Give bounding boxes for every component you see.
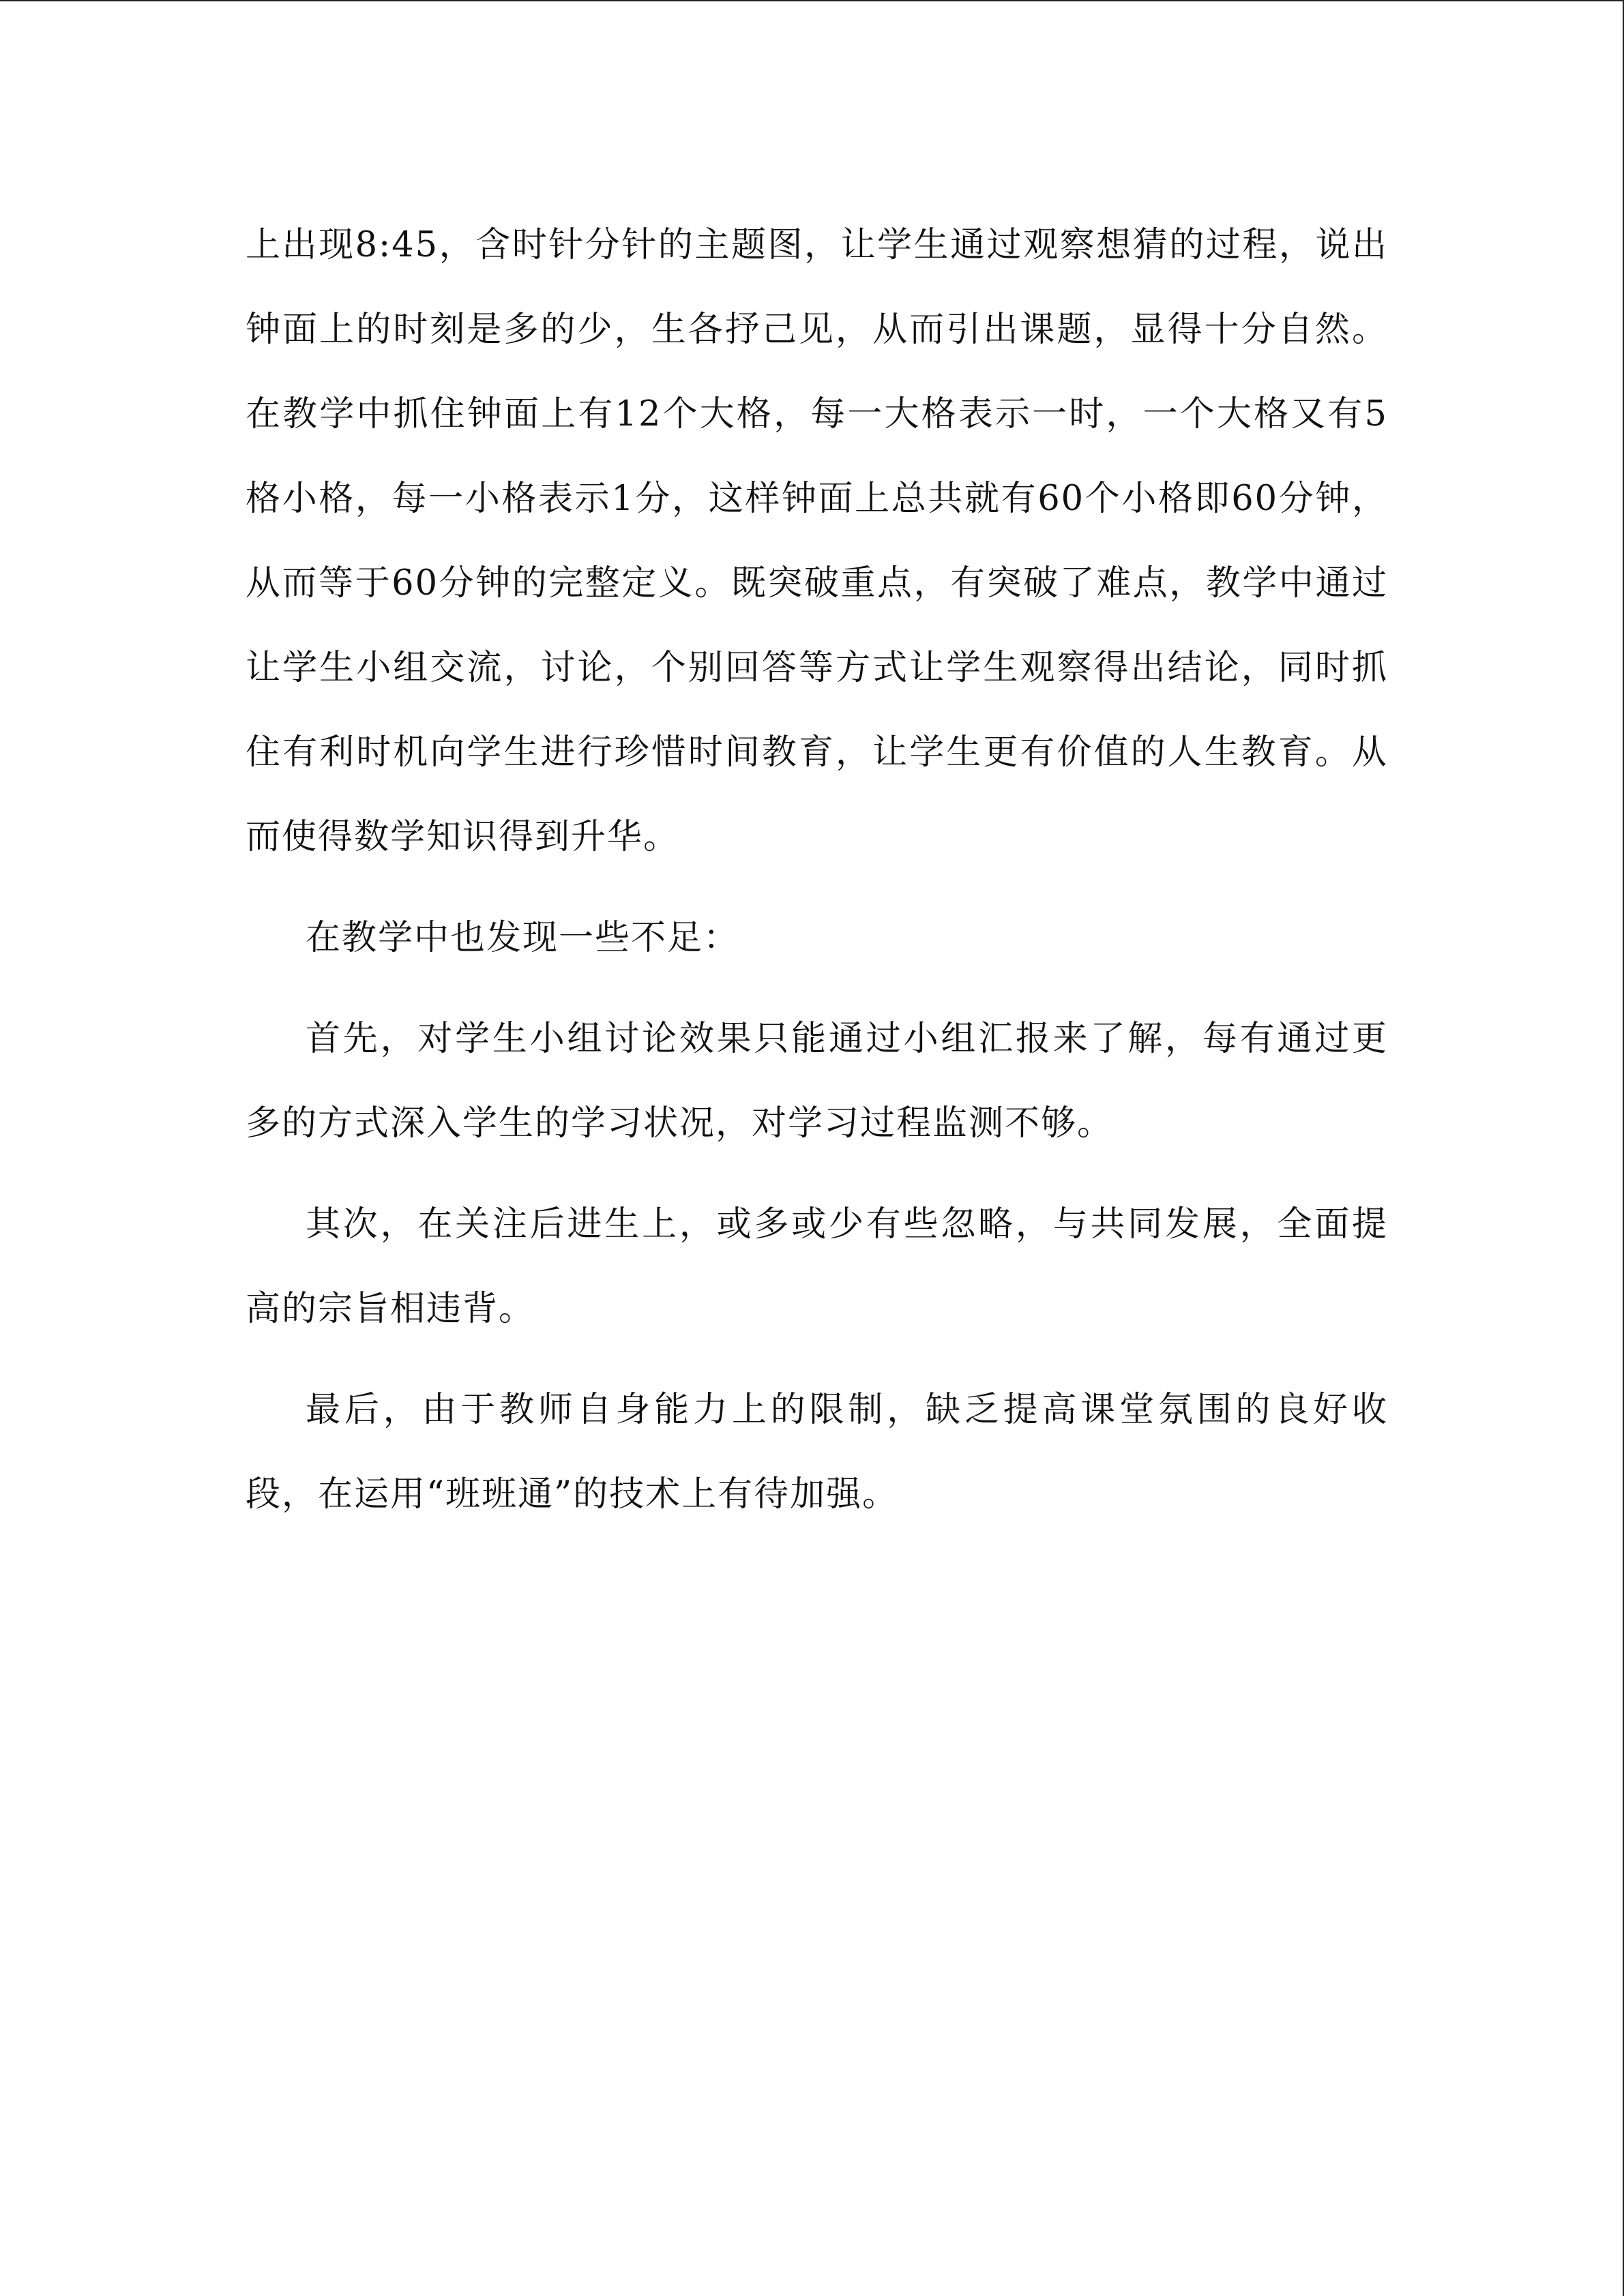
paragraph-second-point: 其次，在关注后进生上，或多或少有些忽略，与共同发展，全面提高的宗旨相违背。 bbox=[246, 1204, 1388, 1329]
paragraph-first-point: 首先，对学生小组讨论效果只能通过小组汇报来了解，每有通过更多的方式深入学生的学习状况，对学习过程监测不够。 bbox=[246, 1019, 1388, 1144]
paragraph-shortcomings-intro: 在教学中也发现一些不足： bbox=[306, 918, 740, 958]
document-body bbox=[246, 203, 1388, 1537]
paragraph-last-point: 最后，由于教师自身能力上的限制，缺乏提高课堂氛围的良好收段，在运用“班班通”的技术上有待加强。 bbox=[246, 1390, 1388, 1515]
paragraph-clock-lesson: 上出现8:45，含时针分针的主题图，让学生通过观察想猜的过程，说出钟面上的时刻是多的少，生各抒己见，从而引出课题，显得十分自然。在教学中抓住钟面上有12个大格，每一大格表示一时，一个大格又有5格小格，每一小格表示1分，这样钟面上总共就有60个小格即60分钟，从而等于60分钟的完整定义。既突破重点，有突破了难点，教学中通过让学生小组交流，讨论，个别回答等方式让学生观察得出结论，同时抓住有利时机向学生进行珍惜时间教育，让学生更有价值的人生教育。从而使得数学知识得到升华。 bbox=[246, 225, 1388, 857]
